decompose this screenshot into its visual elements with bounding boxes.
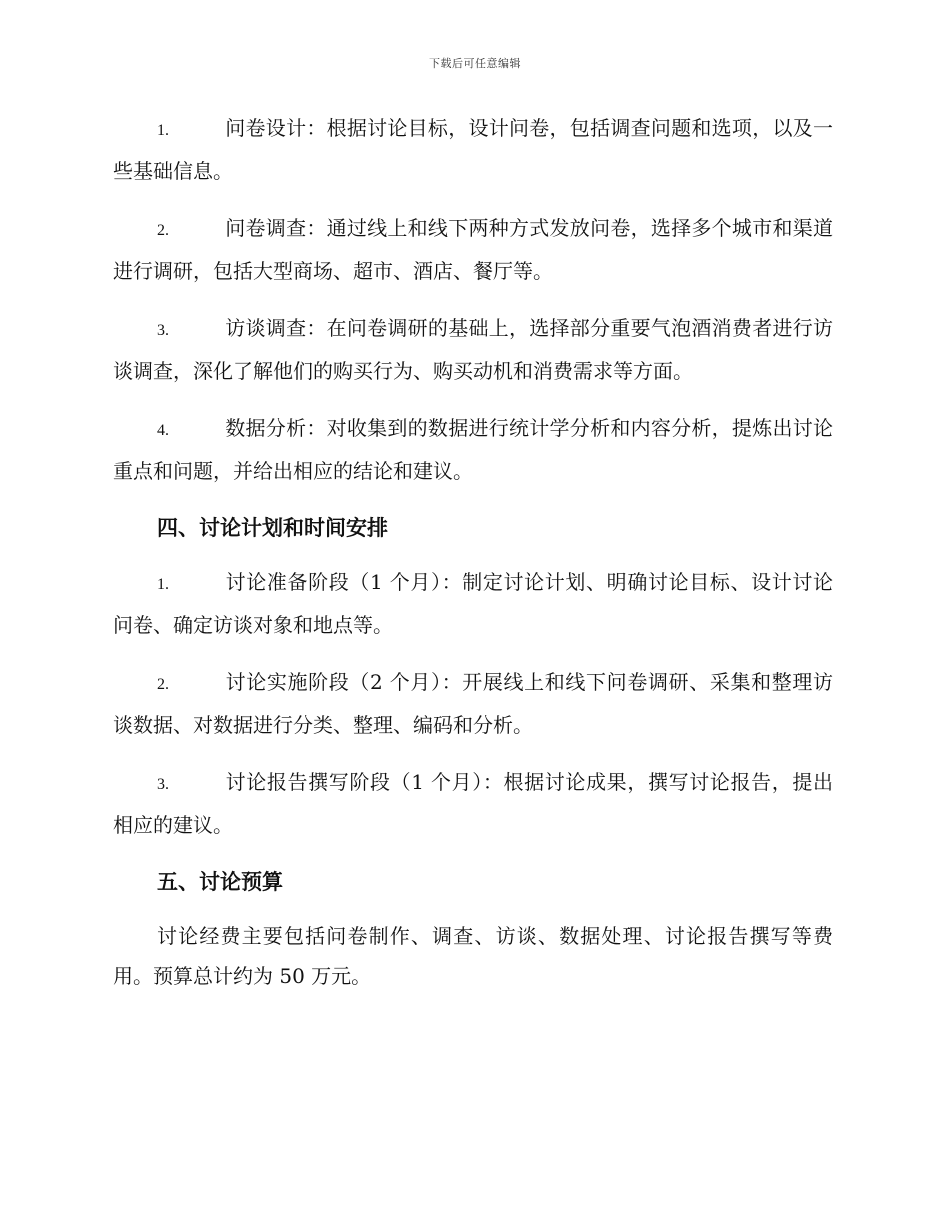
list-item-number: 3. xyxy=(157,776,169,793)
list-item-number: 3. xyxy=(157,322,169,339)
list-item xyxy=(113,762,833,845)
list-item xyxy=(113,662,833,745)
list-item-number: 1. xyxy=(157,576,169,593)
list-item-number: 2. xyxy=(157,222,169,239)
list-item xyxy=(113,308,833,391)
list-item xyxy=(113,562,833,645)
list-item-number: 2. xyxy=(157,676,169,693)
page-header: 下载后可任意编辑 xyxy=(429,57,521,70)
document-body xyxy=(113,108,833,996)
list-item-text: 讨论准备阶段（1 个月）：制定讨论计划、明确讨论目标、设计讨论问卷、确定访谈对象和地点等。 xyxy=(113,570,833,637)
list-item xyxy=(113,108,833,191)
list-item-text: 问卷调查：通过线上和线下两种方式发放问卷，选择多个城市和渠道进行调研，包括大型商场、超市、酒店、餐厅等。 xyxy=(113,216,833,283)
list-item-text: 问卷设计：根据讨论目标，设计问卷，包括调查问题和选项，以及一些基础信息。 xyxy=(113,116,833,183)
section-heading-schedule: 四、讨论计划和时间安排 xyxy=(157,515,388,540)
list-item-number: 1. xyxy=(157,122,169,139)
section-heading-budget: 五、讨论预算 xyxy=(157,869,283,894)
list-item-text: 数据分析：对收集到的数据进行统计学分析和内容分析，提炼出讨论重点和问题，并给出相应的结论和建议。 xyxy=(113,416,833,483)
list-item-text: 访谈调查：在问卷调研的基础上，选择部分重要气泡酒消费者进行访谈调查，深化了解他们的购买行为、购买动机和消费需求等方面。 xyxy=(113,316,833,383)
budget-paragraph: 讨论经费主要包括问卷制作、调查、访谈、数据处理、讨论报告撰写等费用。预算总计约为 50 万元。 xyxy=(113,924,833,988)
list-item-text: 讨论报告撰写阶段（1 个月）：根据讨论成果，撰写讨论报告，提出相应的建议。 xyxy=(113,770,833,837)
list-item-number: 4. xyxy=(157,422,169,439)
list-item xyxy=(113,208,833,291)
list-item-text: 讨论实施阶段（2 个月）：开展线上和线下问卷调研、采集和整理访谈数据、对数据进行分类、整理、编码和分析。 xyxy=(113,670,833,737)
list-item xyxy=(113,408,833,491)
